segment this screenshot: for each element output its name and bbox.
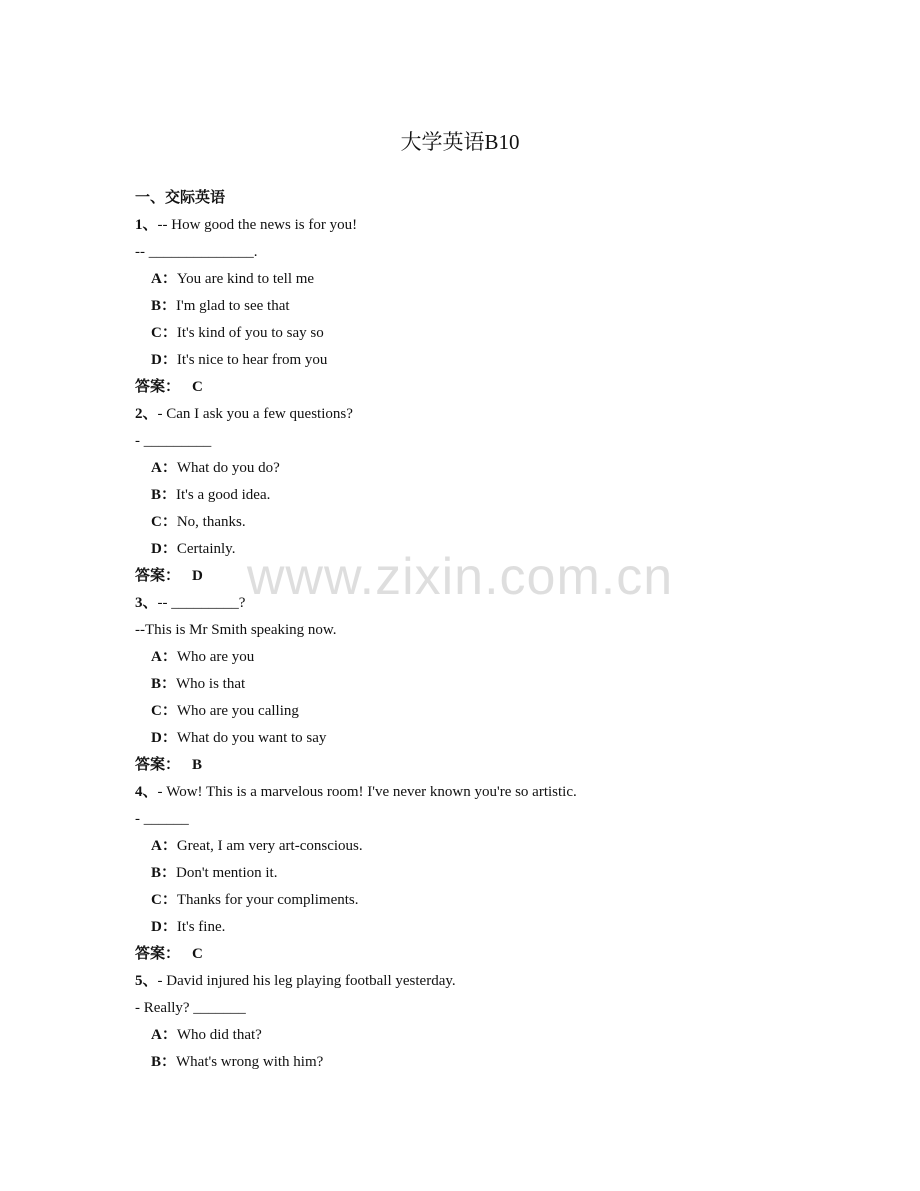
- option-letter: B：: [151, 298, 177, 314]
- question-text: - David injured his leg playing football yesterday.: [157, 973, 456, 989]
- option-letter: A：: [151, 271, 177, 287]
- question-number: 4、: [135, 784, 158, 800]
- option-a: [135, 833, 795, 860]
- option-c: [135, 509, 795, 536]
- option-letter: C：: [151, 325, 177, 341]
- option-text: Thanks for your compliments.: [176, 892, 359, 908]
- option-c: [135, 320, 795, 347]
- option-text: What do you do?: [176, 460, 280, 476]
- option-b: [135, 1049, 795, 1076]
- question-response: - Really? _______: [135, 1000, 246, 1016]
- option-c: [135, 887, 795, 914]
- document-body: [135, 185, 795, 1076]
- option-letter: A：: [151, 649, 177, 665]
- answer-value: D: [192, 568, 203, 584]
- option-d: [135, 725, 795, 752]
- option-letter: D：: [151, 541, 177, 557]
- question-prompt: [135, 401, 795, 428]
- question-response: --This is Mr Smith speaking now.: [135, 622, 337, 638]
- option-text: Who is that: [176, 676, 246, 692]
- option-a: [135, 1022, 795, 1049]
- option-letter: C：: [151, 514, 177, 530]
- answer-line: [135, 563, 795, 590]
- answer-line: [135, 752, 795, 779]
- question-2: [135, 401, 795, 590]
- option-letter: A：: [151, 838, 177, 854]
- option-letter: B：: [151, 676, 177, 692]
- option-text: Who are you: [176, 649, 255, 665]
- question-response: - ______: [135, 811, 189, 827]
- question-prompt: [135, 590, 795, 617]
- question-number: 3、: [135, 595, 158, 611]
- question-number: 5、: [135, 973, 158, 989]
- option-text: It's kind of you to say so: [176, 325, 324, 341]
- option-letter: C：: [151, 703, 177, 719]
- question-1: [135, 212, 795, 401]
- option-text: Who are you calling: [176, 703, 299, 719]
- option-letter: C：: [151, 892, 177, 908]
- option-text: Don't mention it.: [176, 865, 278, 881]
- option-a: [135, 455, 795, 482]
- answer-label: 答案：: [135, 568, 181, 584]
- option-text: No, thanks.: [176, 514, 246, 530]
- answer-line: [135, 374, 795, 401]
- question-prompt: [135, 968, 795, 995]
- option-text: What's wrong with him?: [176, 1054, 324, 1070]
- option-c: [135, 698, 795, 725]
- question-number: 1、: [135, 217, 158, 233]
- option-text: What do you want to say: [176, 730, 327, 746]
- question-response: - _________: [135, 433, 212, 449]
- option-text: I'm glad to see that: [176, 298, 290, 314]
- option-text: You are kind to tell me: [176, 271, 315, 287]
- page-title: 大学英语B10: [400, 130, 520, 154]
- question-text: -- How good the news is for you!: [157, 217, 358, 233]
- answer-value: C: [192, 379, 203, 395]
- answer-label: 答案：: [135, 379, 181, 395]
- option-text: It's nice to hear from you: [176, 352, 328, 368]
- option-letter: D：: [151, 919, 177, 935]
- question-number: 2、: [135, 406, 158, 422]
- question-text: - Can I ask you a few questions?: [157, 406, 353, 422]
- option-text: It's a good idea.: [176, 487, 271, 503]
- option-a: [135, 644, 795, 671]
- option-a: [135, 266, 795, 293]
- question-5: [135, 968, 795, 1076]
- option-letter: B：: [151, 1054, 177, 1070]
- option-b: [135, 482, 795, 509]
- answer-line: [135, 941, 795, 968]
- option-text: Certainly.: [176, 541, 236, 557]
- question-text: -- _________?: [157, 595, 246, 611]
- option-d: [135, 347, 795, 374]
- answer-value: B: [192, 757, 203, 773]
- option-letter: D：: [151, 730, 177, 746]
- question-3: [135, 590, 795, 779]
- option-b: [135, 671, 795, 698]
- question-text: - Wow! This is a marvelous room! I've never known you're so artistic.: [157, 784, 577, 800]
- question-prompt: [135, 779, 795, 806]
- option-letter: B：: [151, 865, 177, 881]
- question-prompt: [135, 212, 795, 239]
- answer-label: 答案：: [135, 757, 181, 773]
- option-d: [135, 914, 795, 941]
- option-text: It's fine.: [176, 919, 226, 935]
- option-letter: A：: [151, 460, 177, 476]
- question-4: [135, 779, 795, 968]
- answer-value: C: [192, 946, 203, 962]
- option-letter: B：: [151, 487, 177, 503]
- option-letter: D：: [151, 352, 177, 368]
- option-letter: A：: [151, 1027, 177, 1043]
- watermark: www.zixin.com.cn: [246, 548, 674, 606]
- option-text: Who did that?: [176, 1027, 262, 1043]
- option-text: Great, I am very art-conscious.: [176, 838, 363, 854]
- section-heading: 一、交际英语: [135, 190, 226, 206]
- option-b: [135, 293, 795, 320]
- option-b: [135, 860, 795, 887]
- answer-label: 答案：: [135, 946, 181, 962]
- option-d: [135, 536, 795, 563]
- question-response: -- ______________.: [135, 244, 258, 260]
